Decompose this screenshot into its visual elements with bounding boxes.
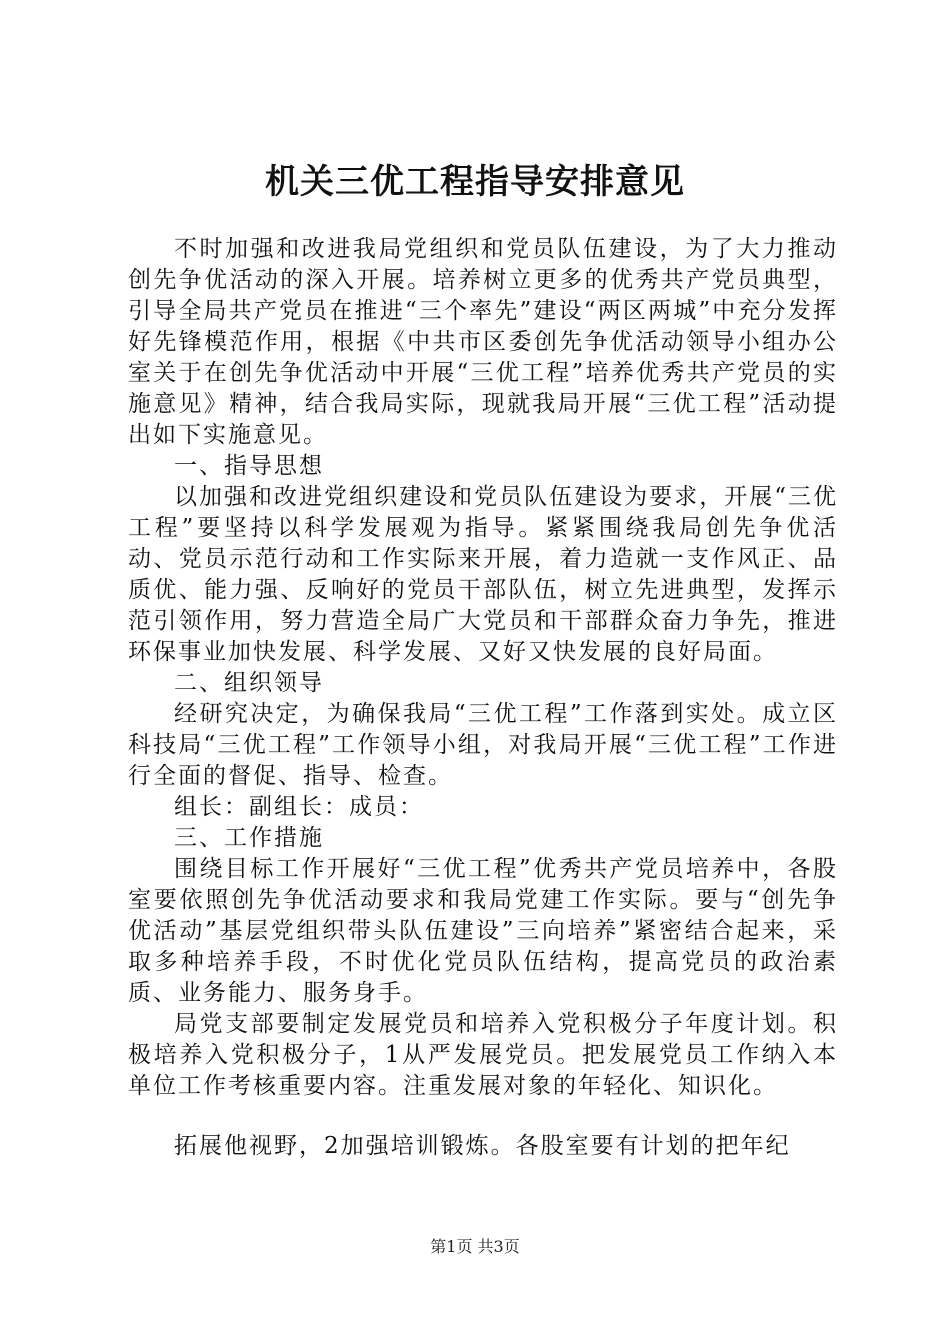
leadership-roles-line: 组长：副组长：成员： xyxy=(174,794,424,820)
training-paragraph: 拓展他视野，2加强培训锻炼。各股室要有计划的把年纪 xyxy=(174,1133,791,1159)
measures-paragraph: 围绕目标工作开展好“三优工程”优秀共产党员培养中，各股室要依照创先争优活动要求和我局党建工作实际。要与“创先争优活动”基层党组织带头队伍建设”三向培养”紧密结合起来，采取多种培养手段，不时优化党员队伍结构，提高党员的政治素质、业务能力、服务身手。 xyxy=(128,856,838,1006)
section-heading-guiding-ideology: 一、指导思想 xyxy=(174,453,324,479)
section-heading-measures: 三、工作措施 xyxy=(174,825,324,851)
page-footer: 第1页 共3页 xyxy=(430,1237,520,1256)
party-development-paragraph: 局党支部要制定发展党员和培养入党积极分子年度计划。积极培养入党积极分子，1从严发展党员。把发展党员工作纳入本单位工作考核重要内容。注重发展对象的年轻化、知识化。 xyxy=(128,1011,838,1099)
organization-paragraph: 经研究决定，为确保我局“三优工程”工作落到实处。成立区科技局“三优工程”工作领导小组，对我局开展“三优工程”工作进行全面的督促、指导、检查。 xyxy=(128,701,838,789)
paragraph-spacer xyxy=(128,1102,838,1131)
document-body xyxy=(128,234,838,1162)
intro-paragraph: 不时加强和改进我局党组织和党员队伍建设，为了大力推动创先争优活动的深入开展。培养树立更多的优秀共产党员典型，引导全局共产党员在推进“三个率先”建设“两区两城”中充分发挥好先锋模范作用，根据《中共市区委创先争优活动领导小组办公室关于在创先争优活动中开展“三优工程”培养优秀共产党员的实施意见》精神，结合我局实际，现就我局开展“三优工程”活动提出如下实施意见。 xyxy=(128,236,838,448)
guiding-ideology-paragraph: 以加强和改进党组织建设和党员队伍建设为要求，开展“三优工程”要坚持以科学发展观为指导。紧紧围绕我局创先争优活动、党员示范行动和工作实际来开展，着力造就一支作风正、品质优、能力强、反响好的党员干部队伍，树立先进典型，发挥示范引领作用，努力营造全局广大党员和干部群众奋力争先，推进环保事业加快发展、科学发展、又好又快发展的良好局面。 xyxy=(128,484,838,665)
section-heading-organization: 二、组织领导 xyxy=(174,670,324,696)
document-title: 机关三优工程指导安排意见 xyxy=(265,162,685,202)
